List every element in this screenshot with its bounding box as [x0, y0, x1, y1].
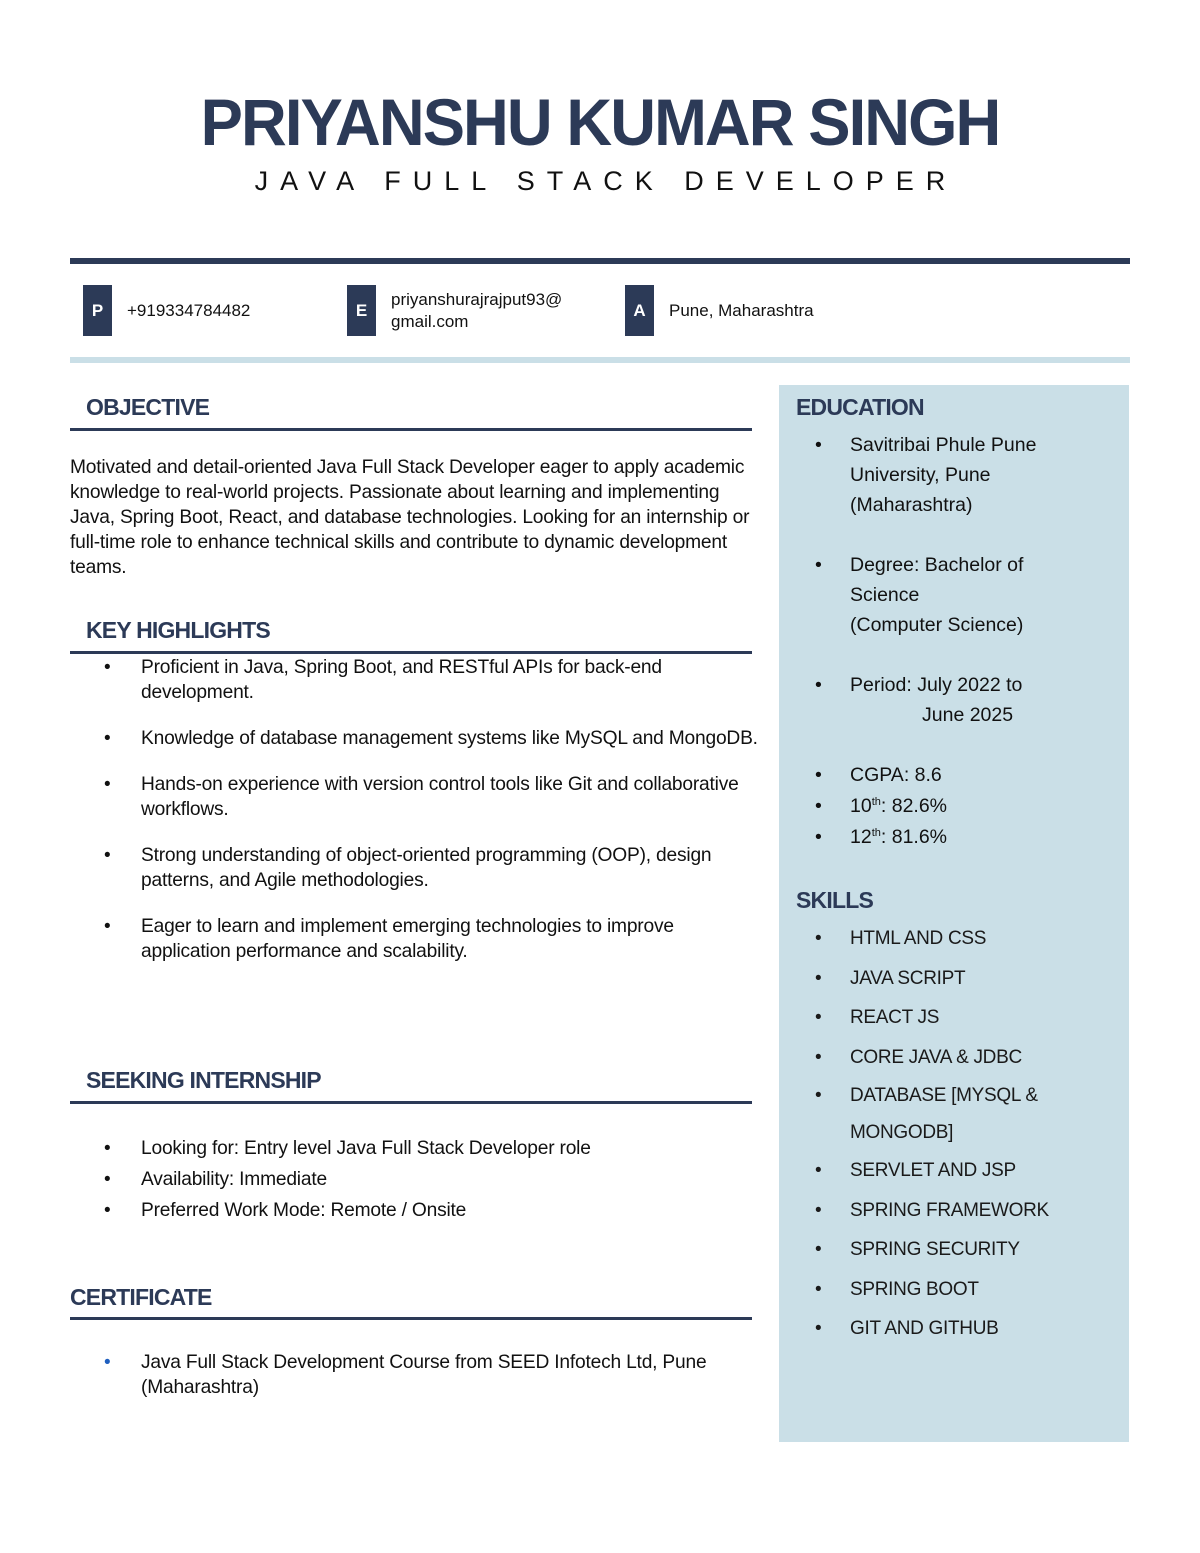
list-item: • Proficient in Java, Spring Boot, and RESTful APIs for back-end development. — [70, 655, 760, 705]
certificate-heading: CERTIFICATE — [70, 1284, 212, 1310]
list-item: • Hands-on experience with version control tools like Git and collaborative workflows. — [70, 772, 760, 822]
skill-item: • HTML AND CSS — [779, 919, 1129, 959]
skill-item: • DATABASE [MYSQL & MONGODB] — [779, 1077, 1129, 1151]
skills-list — [779, 919, 1129, 1349]
skill-item: • SPRING FRAMEWORK — [779, 1191, 1129, 1231]
phone-badge-icon: P — [83, 285, 112, 336]
contact-divider — [70, 357, 1130, 363]
certificate-rule — [70, 1317, 752, 1320]
candidate-name: PRIYANSHU KUMAR SINGH — [200, 85, 1000, 159]
skill-item: • JAVA SCRIPT — [779, 959, 1129, 999]
education-list — [779, 430, 1129, 852]
objective-text: Motivated and detail-oriented Java Full Stack Developer eager to apply academic knowledge to real-world projects. Passionate about learning and implementing Java, Spring Boot, React, and database technologies. Looking for an internship or full-time role to enhance technical skills and contribute to dynamic development teams. — [70, 457, 750, 578]
highlights-list — [70, 655, 760, 985]
list-item: • Strong understanding of object-oriented programming (OOP), design patterns, and Agile methodologies. — [70, 843, 760, 893]
contact-email — [347, 285, 591, 336]
skill-item: • REACT JS — [779, 998, 1129, 1038]
job-title: JAVA FULL STACK DEVELOPER — [254, 166, 958, 196]
objective-heading: OBJECTIVE — [86, 394, 210, 420]
list-item: • Eager to learn and implement emerging technologies to improve application performance and scalability. — [70, 914, 760, 964]
header-divider — [70, 258, 1130, 264]
certificate-list — [70, 1350, 760, 1400]
list-item: • Knowledge of database management systems like MySQL and MongoDB. — [70, 726, 760, 751]
skill-item: • SPRING SECURITY — [779, 1230, 1129, 1270]
email-line-2: gmail.com — [391, 311, 469, 331]
education-university: • Savitribai Phule Pune University, Pune (Maharashtra) — [779, 430, 1129, 520]
internship-list — [70, 1136, 760, 1229]
contact-address — [625, 285, 814, 336]
certificate-link[interactable]: • Java Full Stack Development Course from SEED Infotech Ltd, Pune (Maharashtra) — [70, 1350, 760, 1400]
email-line-1: priyanshurajrajput93@ — [391, 289, 563, 309]
skill-item: • SPRING BOOT — [779, 1270, 1129, 1310]
phone-value[interactable]: +919334784482 — [127, 300, 251, 320]
skill-item: • CORE JAVA & JDBC — [779, 1038, 1129, 1078]
skill-item: • GIT AND GITHUB — [779, 1309, 1129, 1349]
address-value: Pune, Maharashtra — [669, 300, 814, 320]
email-badge-icon: E — [347, 285, 376, 336]
education-twelfth: • 12th: 81.6% — [779, 822, 1129, 852]
skill-item: • SERVLET AND JSP — [779, 1151, 1129, 1191]
internship-rule — [70, 1101, 752, 1104]
highlights-rule — [70, 651, 752, 654]
address-badge-icon: A — [625, 285, 654, 336]
sidebar — [779, 385, 1129, 1442]
education-tenth: • 10th: 82.6% — [779, 791, 1129, 821]
email-value[interactable] — [391, 289, 591, 333]
education-heading: EDUCATION — [796, 394, 924, 420]
education-cgpa: • CGPA: 8.6 — [779, 760, 1129, 790]
list-item: • Looking for: Entry level Java Full Stack Developer role — [70, 1136, 760, 1161]
list-item: • Availability: Immediate — [70, 1167, 760, 1192]
internship-heading: SEEKING INTERNSHIP — [86, 1067, 321, 1093]
education-degree: • Degree: Bachelor of Science (Computer Science) — [779, 550, 1129, 640]
contact-phone — [83, 285, 250, 336]
education-period: • Period: July 2022 to June 2025 — [779, 670, 1129, 730]
highlights-heading: KEY HIGHLIGHTS — [86, 617, 270, 643]
list-item: • Preferred Work Mode: Remote / Onsite — [70, 1198, 760, 1223]
skills-heading: SKILLS — [796, 887, 873, 913]
objective-rule — [70, 428, 752, 431]
